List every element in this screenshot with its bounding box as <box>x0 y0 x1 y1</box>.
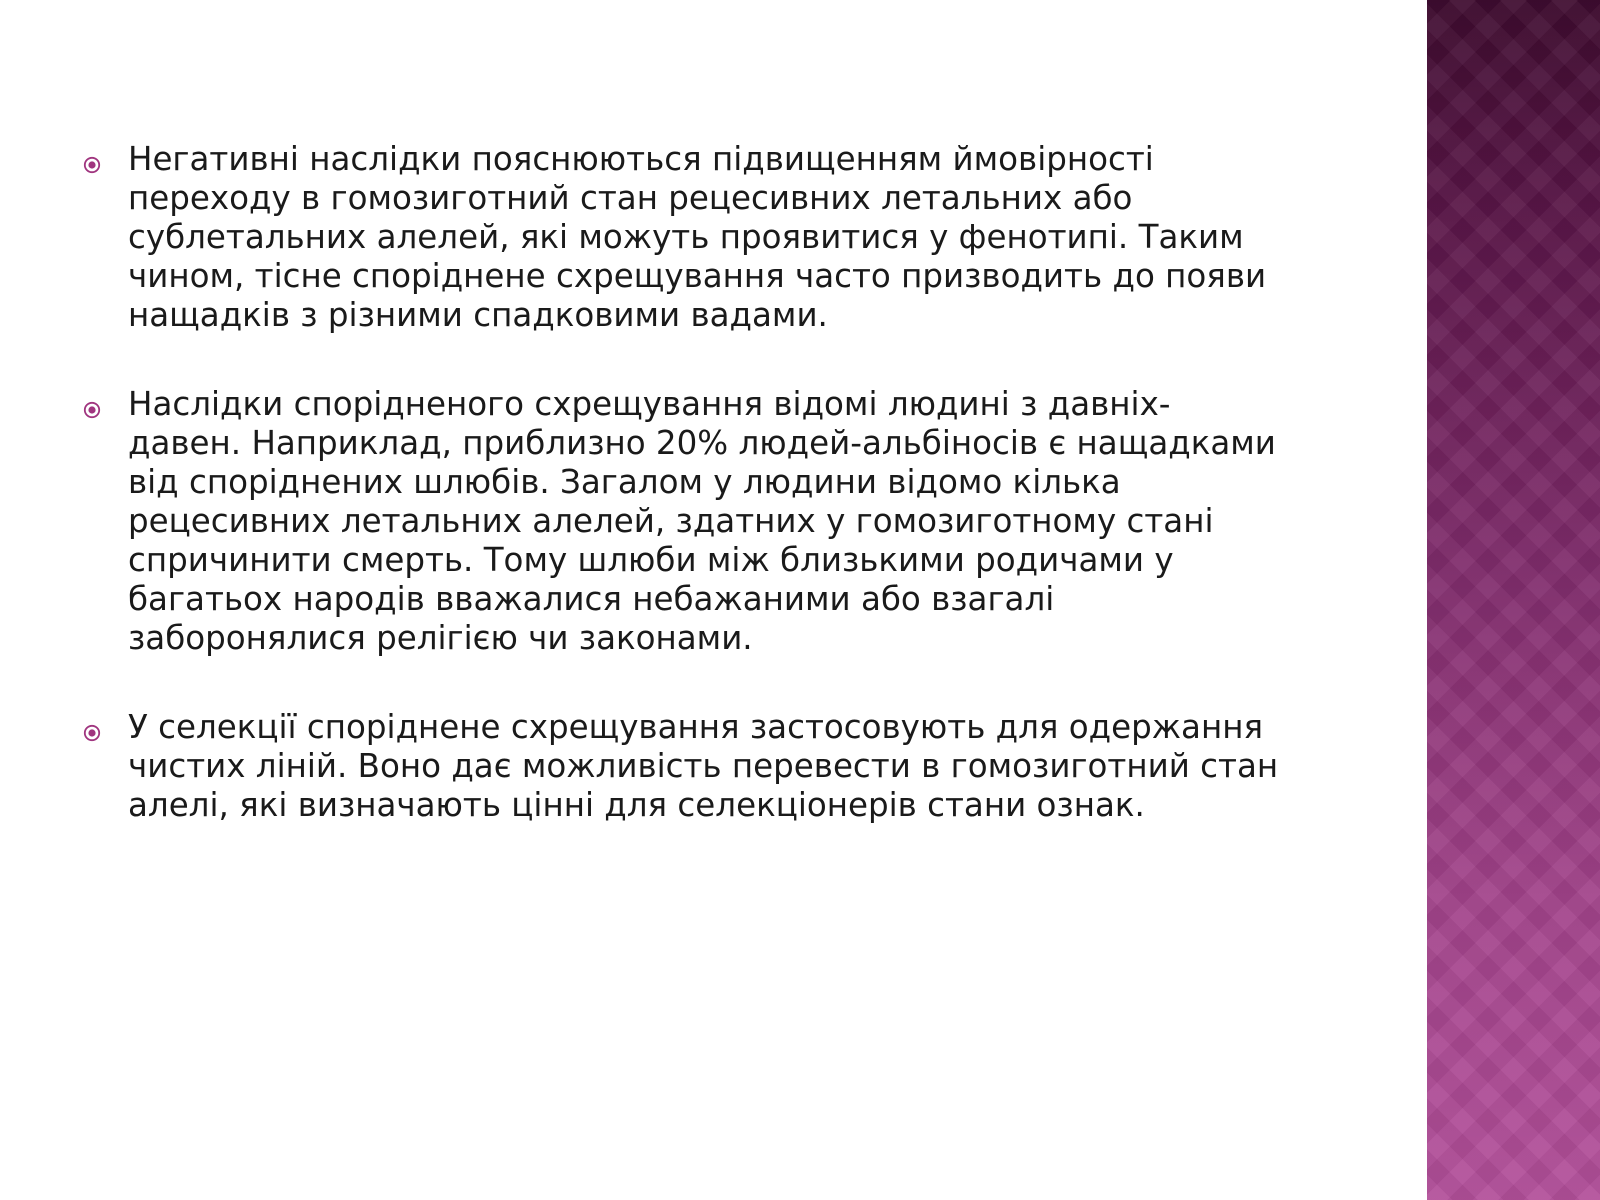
bullet-item <box>80 385 1400 658</box>
decorative-side-band <box>1427 0 1600 1200</box>
bullet-item <box>80 140 1400 335</box>
circle-dot-bullet-icon <box>83 156 101 174</box>
bullet-text: У селекції споріднене схрещування застосовують для одержання чистих ліній. Воно дає можливість перевести в гомозиготний стан алелі, які визначають цінні для селекціонерів стани ознак. <box>128 708 1279 824</box>
bullet-item <box>80 708 1400 825</box>
bullet-text: Негативні наслідки пояснюються підвищенням ймовірності переходу в гомозиготний стан рецесивних летальних або сублетальних алелей, які можуть проявитися у фенотипі. Таким чином, тісне споріднене схрещування часто призводить до появи нащадків з різними спадковими вадами. <box>128 140 1267 334</box>
circle-dot-bullet-icon <box>83 401 101 419</box>
bullet-text: Наслідки спорідненого схрещування відомі людині з давніх- давен. Наприклад, приблизно 20% людей-альбіносів є нащадками від споріднених шлюбів. Загалом у людини відомо кілька рецесивних летальних алелей, здатних у гомозиготному стані спричинити смерть. Тому шлюби між близькими родичами у багатьох народів вважалися небажаними або взагалі заборонялися релігією чи законами. <box>128 385 1276 657</box>
circle-dot-bullet-icon <box>83 724 101 742</box>
slide-body <box>80 140 1400 875</box>
